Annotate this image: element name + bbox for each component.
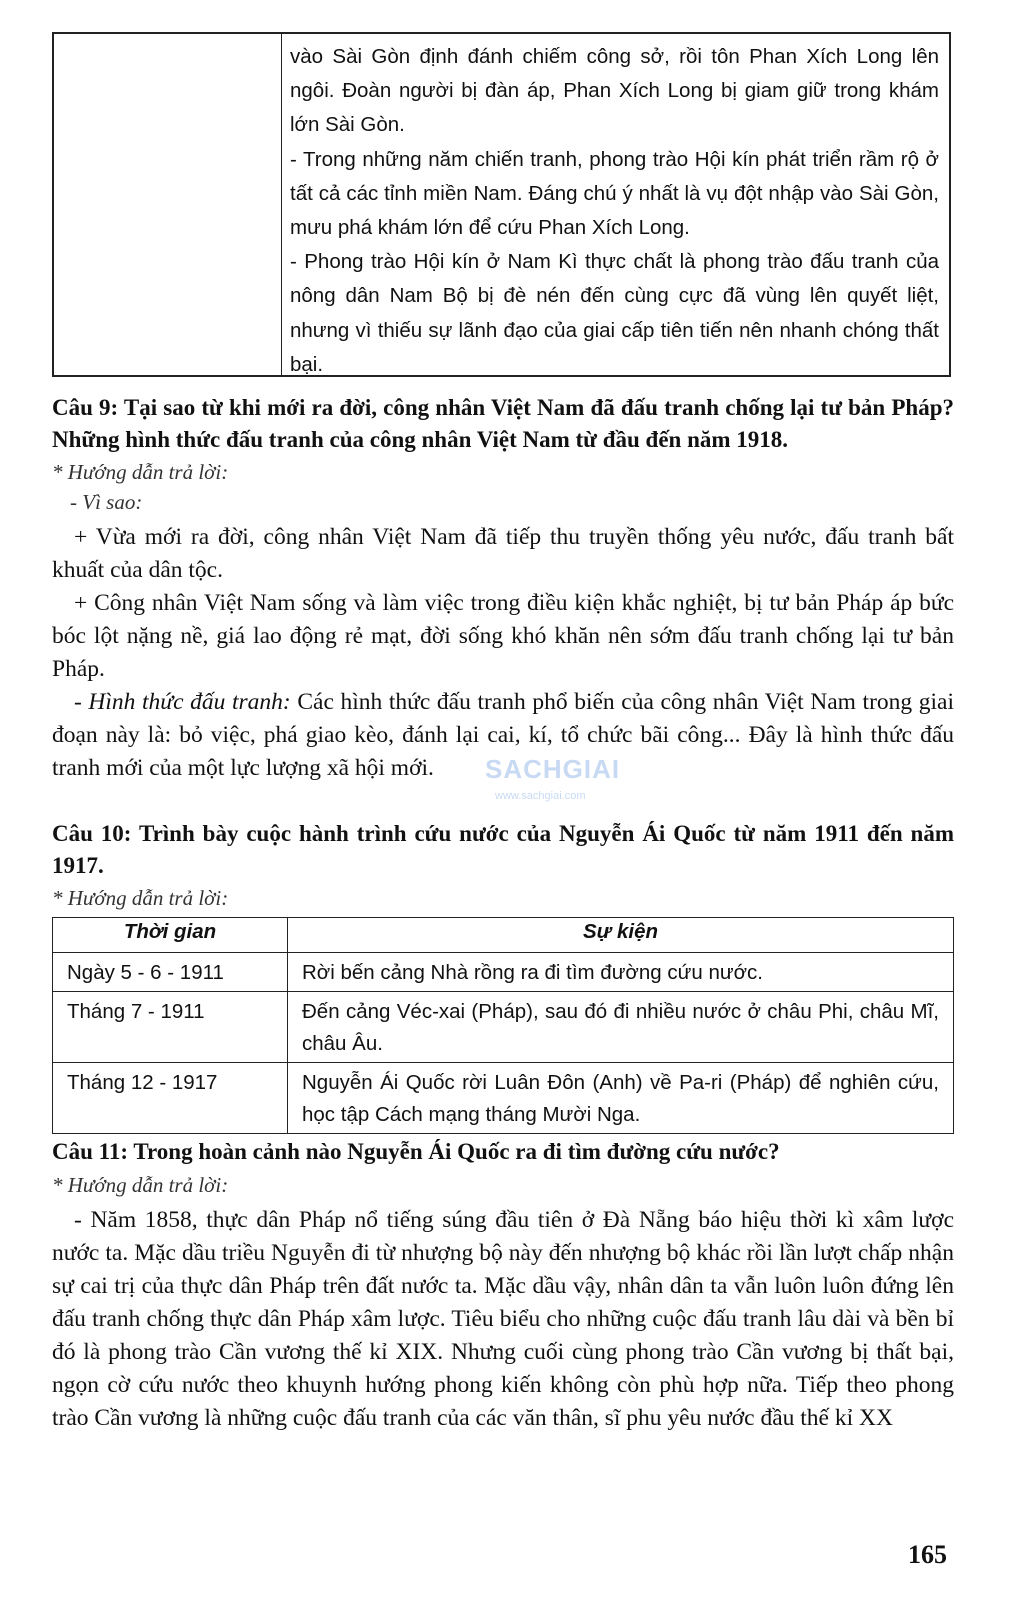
question-9-title: Câu 9: Tại sao từ khi mới ra đời, công nhân Việt Nam đã đấu tranh chống lại tư bản Pháp? Những hình thức đấu tranh của công nhân Việt Nam từ đầu đến năm 1918. (52, 395, 954, 452)
table-row (53, 953, 954, 992)
table-paragraph: vào Sài Gòn định đánh chiếm công sở, rồi tôn Phan Xích Long lên ngôi. Đoàn người bị đàn áp, Phan Xích Long bị giam giữ trong khám lớn Sài Gòn. (290, 45, 939, 137)
column-header-event: Sự kiện (288, 918, 954, 953)
watermark-brand: SACHGIAI (485, 754, 621, 784)
struggle-forms-label: - Hình thức đấu tranh: (74, 689, 291, 715)
timeline-table (52, 917, 954, 1134)
answer-guide-label: * Hướng dẫn trả lời: (52, 460, 229, 484)
table-paragraph: - Phong trào Hội kín ở Nam Kì thực chất là phong trào đấu tranh của nông dân Nam Bộ bị đè nén đến cùng cực đã vùng lên quyết liệt, nhưng vì thiếu sự lãnh đạo của giai cấp tiên tiến nên nhanh chóng thất bại. (290, 250, 939, 376)
answer-guide-label: * Hướng dẫn trả lời: (52, 1172, 229, 1197)
table-column-divider (281, 34, 282, 375)
reason-2: + Công nhân Việt Nam sống và làm việc trong điều kiện khắc nghiệt, bị tư bản Pháp áp bức bóc lột nặng nề, giá lao động rẻ mạt, đời sống khó khăn nên sớm đấu tranh chống lại tư bản Pháp. (52, 590, 954, 682)
event-cell: Đến cảng Véc-xai (Pháp), sau đó đi nhiều nước ở châu Phi, châu Mĩ, châu Âu. (288, 992, 954, 1063)
answer-guide-label: * Hướng dẫn trả lời: (52, 886, 229, 910)
time-cell: Ngày 5 - 6 - 1911 (53, 953, 288, 992)
column-header-time: Thời gian (53, 918, 288, 953)
table-content-cell (290, 40, 939, 382)
table-paragraph: - Trong những năm chiến tranh, phong trào Hội kín phát triển rầm rộ ở tất cả các tỉnh miền Nam. Đáng chú ý nhất là vụ đột nhập vào Sài Gòn, mưu phá khám lớn để cứu Phan Xích Long. (290, 147, 939, 240)
question-10-title: Câu 10: Trình bày cuộc hành trình cứu nước của Nguyễn Ái Quốc từ năm 1911 đến năm 1917. (52, 821, 954, 878)
question-11-section (52, 1136, 954, 1435)
question-9-section (52, 392, 954, 785)
table-row (53, 1063, 954, 1134)
time-cell: Tháng 7 - 1911 (53, 992, 288, 1063)
watermark-site: www.sachgiai.com (495, 790, 586, 802)
question-10-section (52, 818, 954, 913)
struggle-forms-text: Các hình thức đấu tranh phổ biến của công nhân Việt Nam trong giai đoạn này là: bỏ việc, phá giao kèo, đánh lại cai, kí, tổ chức bãi công... Đây là hình thức đấu tranh mới của một lực lượng xã hội mới. (52, 689, 954, 781)
event-cell: Rời bến cảng Nhà rồng ra đi tìm đường cứu nước. (288, 953, 954, 992)
why-label: - Vì sao: (70, 490, 143, 514)
answer-paragraph: - Năm 1858, thực dân Pháp nổ tiếng súng đầu tiên ở Đà Nẵng báo hiệu thời kì xâm lược nước ta. Mặc dầu triều Nguyễn đi từ nhượng bộ này đến nhượng bộ khác rồi lần lượt chấp nhận sự cai trị của thực dân Pháp trên đất nước ta. Mặc dầu vậy, nhân dân ta vẫn luôn luôn đứng lên đấu tranh chống thực dân Pháp xâm lược. Tiêu biểu cho những cuộc đấu tranh lâu dài và bền bỉ đó là phong trào Cần vương thế kỉ XIX. Nhưng cuối cùng phong trào Cần vương bị thất bại, ngọn cờ cứu nước theo khuynh hướng phong kiến không còn phù hợp nữa. Tiếp theo phong trào Cần vương là những cuộc đấu tranh của các văn thân, sĩ phu yêu nước đầu thế kỉ XX (52, 1206, 954, 1431)
struggle-forms (52, 686, 954, 785)
continuation-table (52, 32, 951, 377)
time-cell: Tháng 12 - 1917 (53, 1063, 288, 1134)
table-row (53, 992, 954, 1063)
event-cell: Nguyễn Ái Quốc rời Luân Đôn (Anh) về Pa-ri (Pháp) để nghiên cứu, học tập Cách mạng tháng Mười Nga. (288, 1063, 954, 1134)
page-number: 165 (908, 1540, 947, 1569)
question-11-title: Câu 11: Trong hoàn cảnh nào Nguyễn Ái Quốc ra đi tìm đường cứu nước? (52, 1139, 780, 1164)
table-header-row (53, 918, 954, 953)
reason-1: + Vừa mới ra đời, công nhân Việt Nam đã tiếp thu truyền thống yêu nước, đấu tranh bất khuất của dân tộc. (52, 524, 954, 583)
